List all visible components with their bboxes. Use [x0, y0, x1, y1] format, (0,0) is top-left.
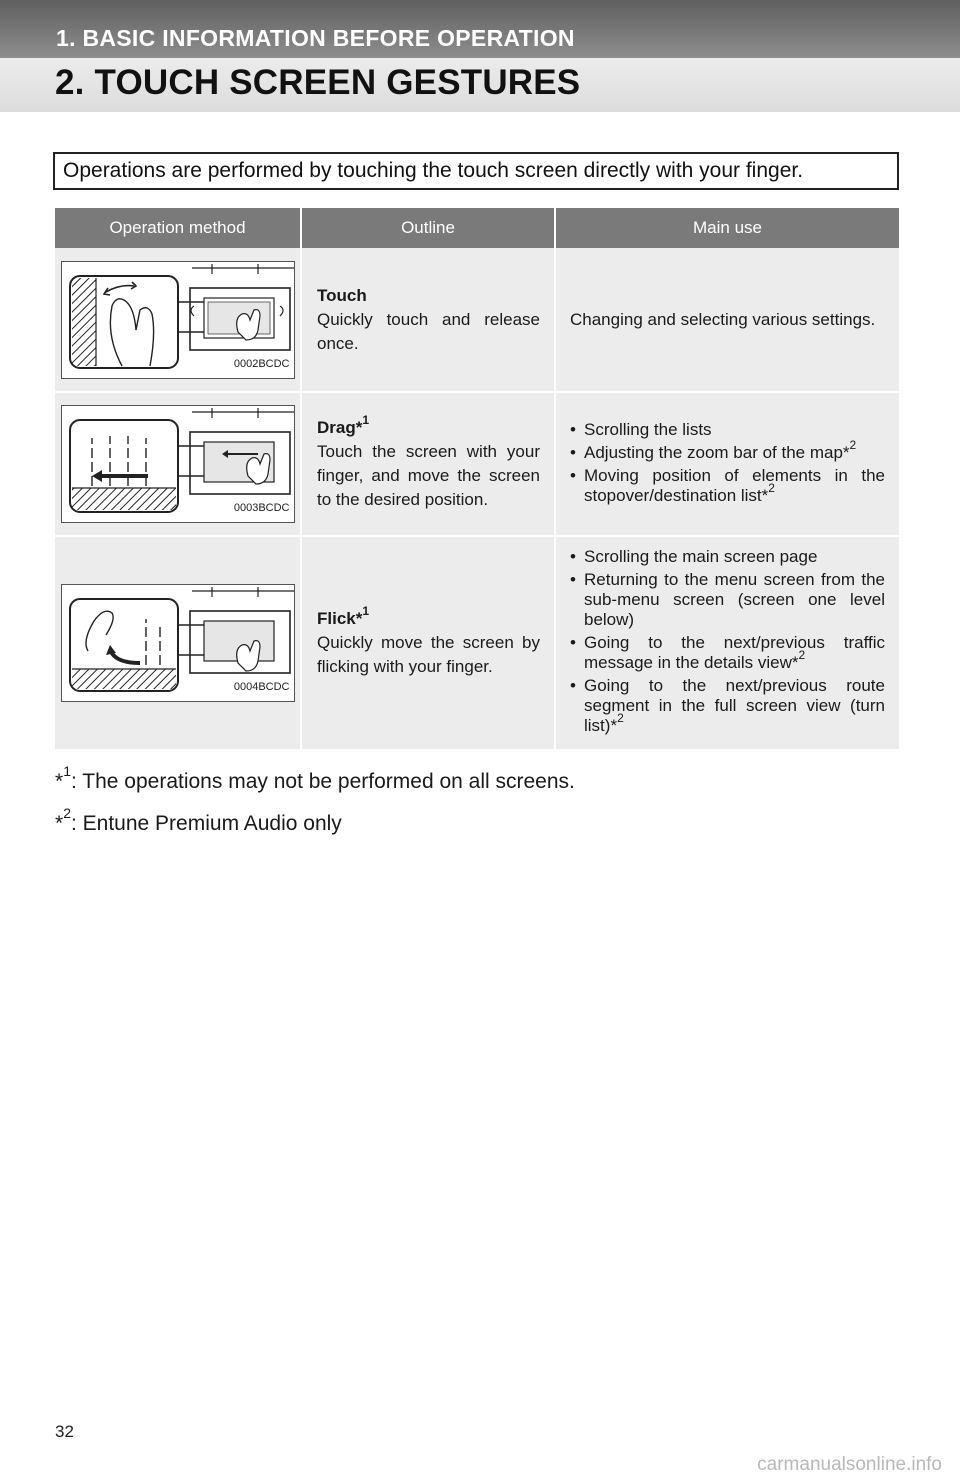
footnote-number: 1 — [63, 763, 71, 779]
table-row-drag — [55, 392, 899, 536]
footnote-2 — [55, 805, 342, 836]
footnote-marker: 1 — [362, 413, 370, 428]
list-item — [570, 570, 885, 630]
page-number: 32 — [55, 1422, 74, 1441]
footnote-1 — [55, 763, 575, 794]
illustration-cell — [55, 392, 301, 536]
main-use-list — [570, 420, 885, 506]
list-item — [570, 676, 885, 736]
operation-name-text: Drag* — [317, 418, 363, 437]
footnote-marker: 1 — [362, 604, 370, 619]
intro-box — [53, 152, 899, 190]
list-item — [570, 633, 885, 673]
header-main-use: Main use — [555, 208, 899, 248]
footnote-marker: 2 — [798, 648, 806, 663]
operation-name — [317, 604, 540, 631]
drag-gesture-illustration — [61, 405, 295, 523]
footnote-marker: 2 — [849, 437, 857, 452]
footnote-marker-star: * — [55, 812, 64, 835]
header-operation-method: Operation method — [55, 208, 301, 248]
operation-description: Quickly move the screen by flicking with your finger. — [317, 633, 540, 676]
operation-name — [317, 413, 540, 440]
main-use-cell — [555, 248, 899, 392]
table-row-touch — [55, 248, 899, 392]
footnote-text: : The operations may not be performed on all screens. — [70, 770, 575, 793]
footnote-marker: 2 — [617, 711, 624, 726]
list-item-text: Returning to the menu screen from the sub-menu screen (screen one level below) — [584, 570, 885, 629]
illustration-cell — [55, 536, 301, 750]
footnote-marker: 2 — [768, 480, 775, 495]
list-item-text: Going to the next/previous route segment in the full screen view (turn list)* — [584, 676, 885, 735]
list-item-text: Adjusting the zoom bar of the map* — [584, 442, 850, 462]
list-item-text: Moving position of elements in the stopover/destination list* — [584, 465, 885, 505]
illustration-cell — [55, 248, 301, 392]
main-use-list — [570, 547, 885, 736]
footnote-marker-star: * — [55, 770, 64, 793]
watermark: carmanualsonline.info — [757, 1454, 942, 1475]
main-use-text: Changing and selecting various settings. — [570, 309, 876, 329]
table-header-row — [55, 208, 899, 248]
flick-gesture-illustration — [61, 584, 295, 702]
image-code: 0004BCDC — [233, 681, 290, 693]
operation-description: Quickly touch and release once. — [317, 309, 540, 353]
touch-gesture-illustration — [61, 261, 295, 379]
list-item — [570, 547, 885, 567]
page-title: 2. TOUCH SCREEN GESTURES — [55, 63, 581, 102]
main-use-cell — [555, 392, 899, 536]
outline-cell — [301, 248, 555, 392]
operation-name-text: Flick* — [317, 609, 363, 628]
outline-cell — [301, 392, 555, 536]
operation-description: Touch the screen with your finger, and move the screen to the desired position. — [317, 442, 540, 509]
list-item-text: Scrolling the lists — [584, 419, 712, 439]
list-item — [570, 420, 885, 440]
image-code: 0002BCDC — [233, 357, 290, 370]
main-use-cell — [555, 536, 899, 750]
footnote-number: 2 — [63, 805, 71, 821]
image-code: 0003BCDC — [233, 502, 290, 514]
operation-name: Touch — [317, 285, 367, 305]
footnote-text: : Entune Premium Audio only — [70, 812, 342, 835]
list-item-text: Going to the next/previous traffic message in the details view* — [584, 633, 885, 672]
list-item — [570, 437, 885, 463]
gestures-table — [55, 208, 899, 751]
header-outline: Outline — [301, 208, 555, 248]
outline-cell — [301, 536, 555, 750]
intro-text: Operations are performed by touching the touch screen directly with your finger. — [63, 159, 804, 182]
list-item-text: Scrolling the main screen page — [584, 547, 818, 566]
list-item — [570, 466, 885, 506]
table-row-flick — [55, 536, 899, 750]
section-title: 1. BASIC INFORMATION BEFORE OPERATION — [56, 25, 575, 51]
